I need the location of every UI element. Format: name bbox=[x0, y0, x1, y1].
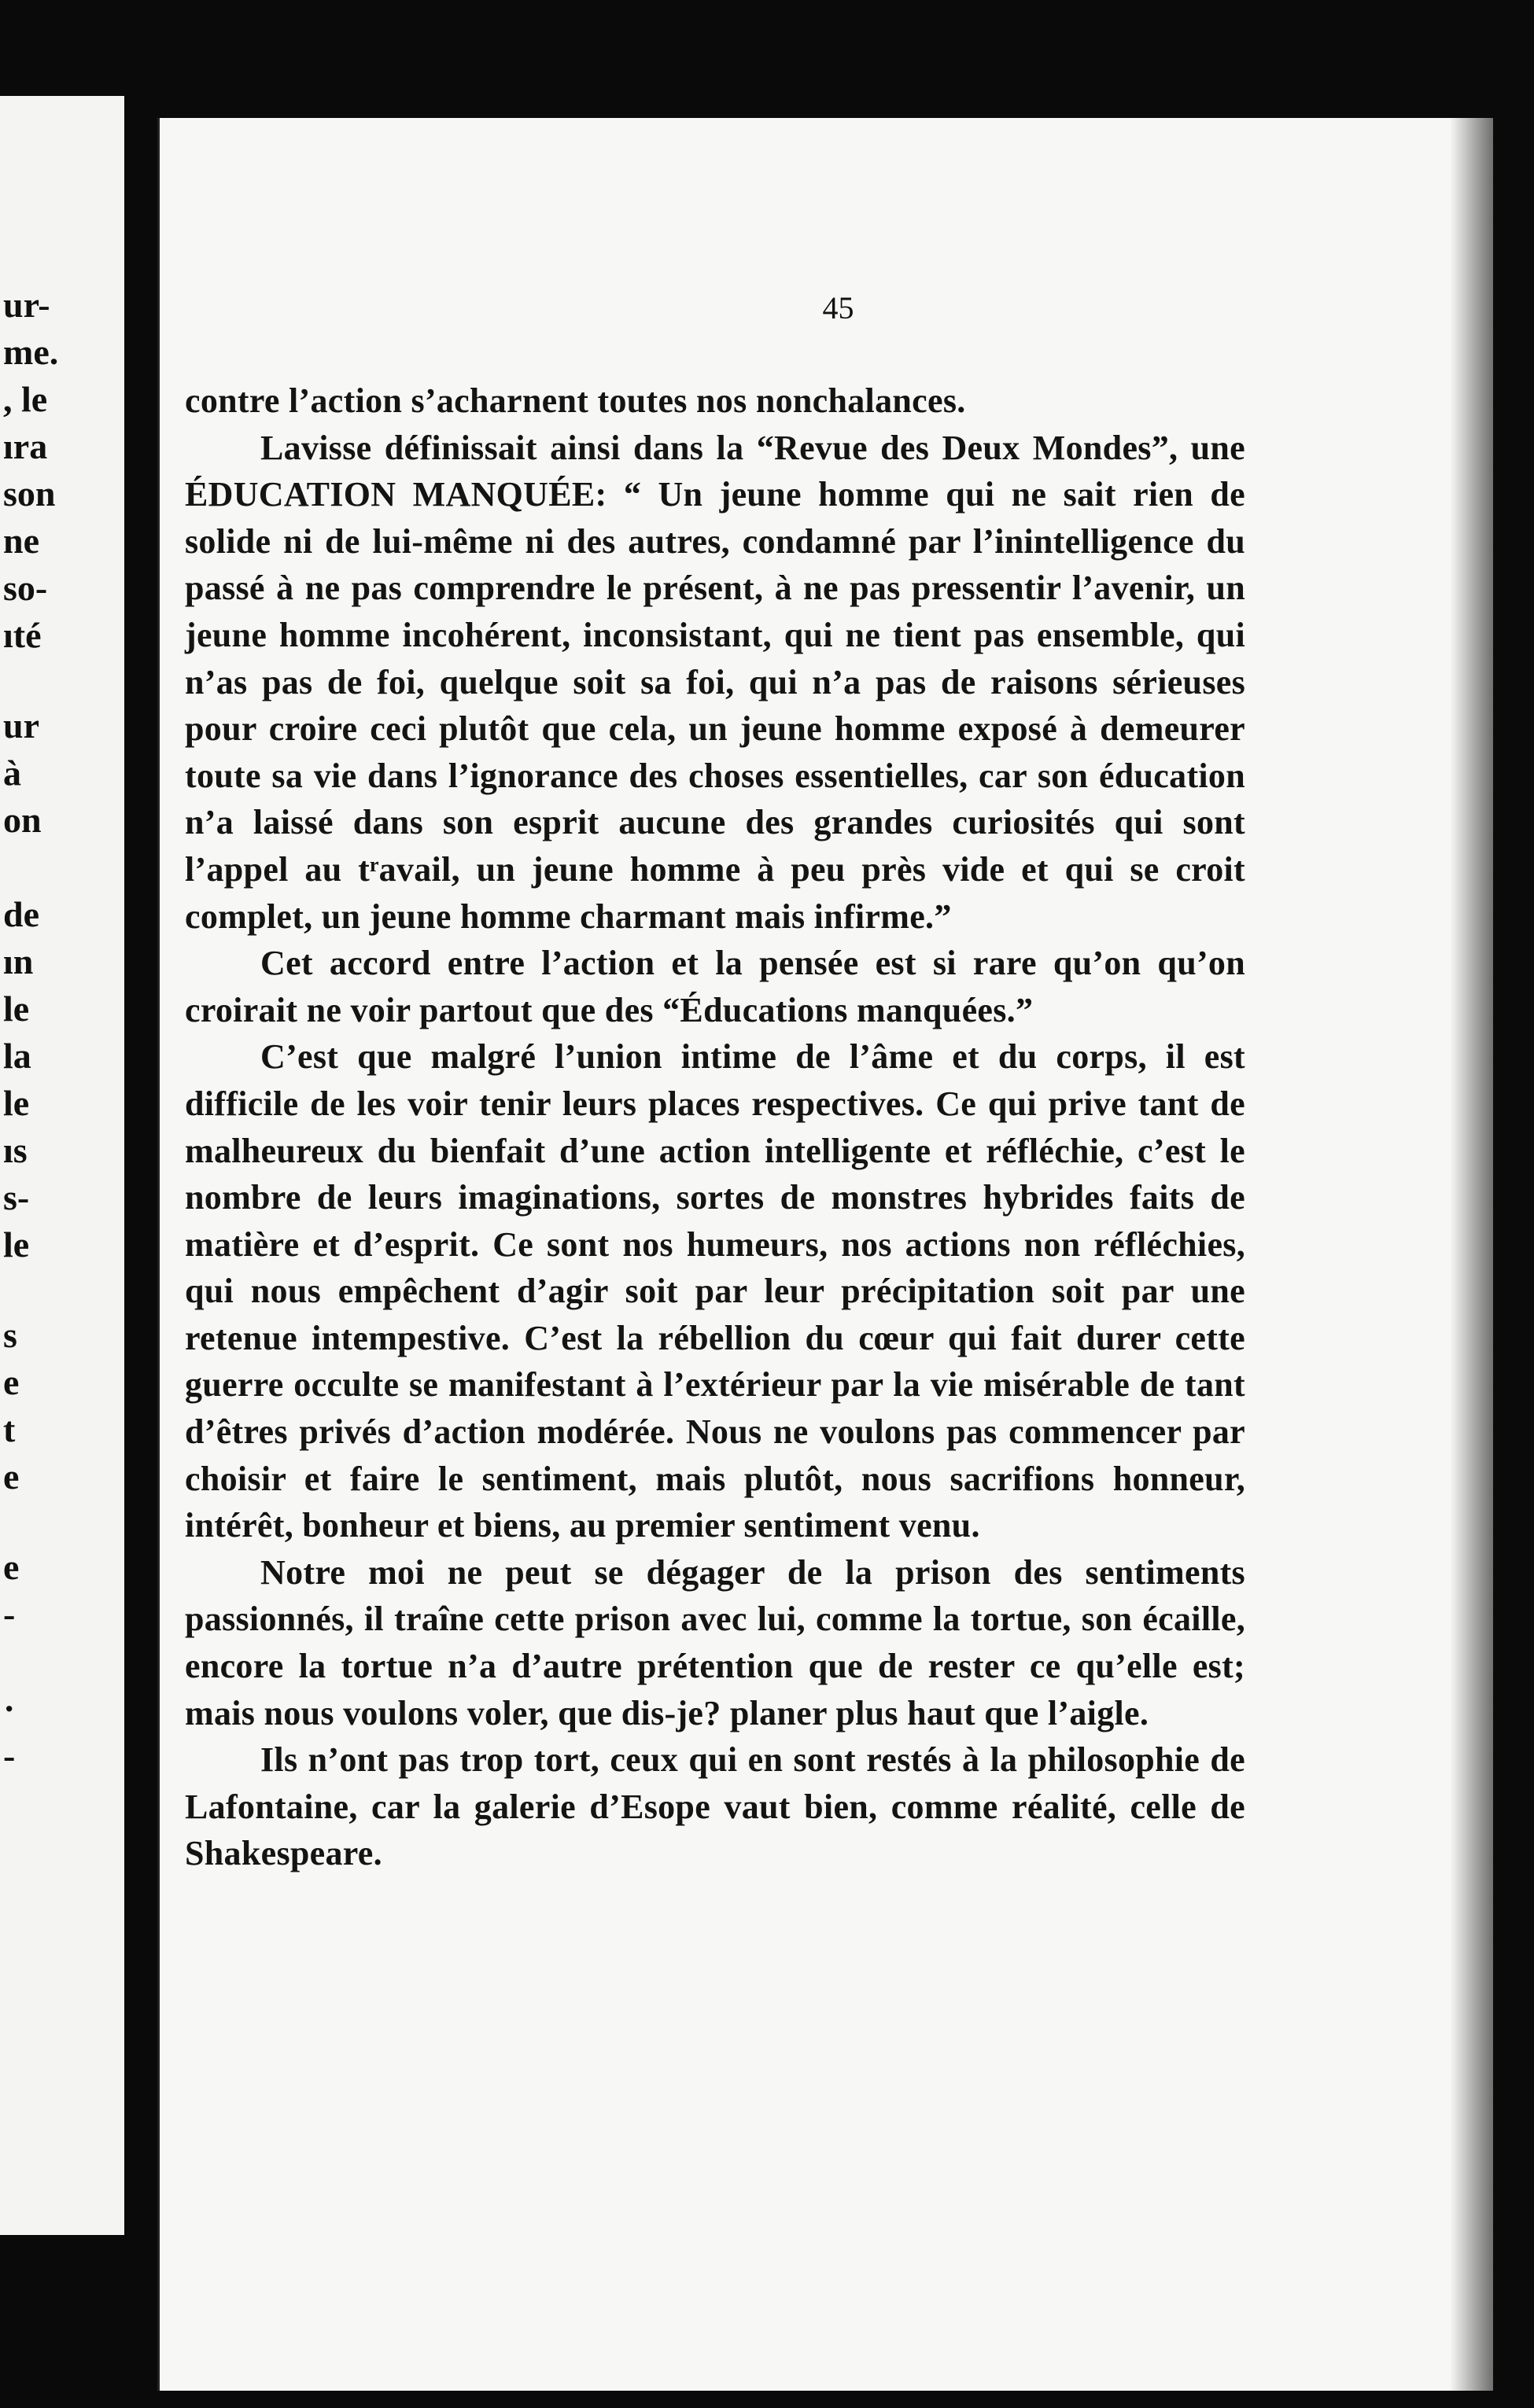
facing-page-text-fragment: à bbox=[3, 753, 21, 793]
book-page bbox=[157, 118, 1493, 2391]
paragraph: Ils n’ont pas trop tort, ceux qui en sont restés à la philosophie de Lafontaine, car la galerie d’Esope vaut bien, comme réalité, celle de Shakespeare. bbox=[185, 1740, 1245, 1873]
facing-page-text-fragment: ıs bbox=[3, 1130, 28, 1170]
facing-page-text-fragment: e bbox=[3, 1456, 20, 1497]
page-number: 45 bbox=[822, 290, 854, 326]
facing-page-text-fragment: son bbox=[3, 473, 56, 514]
facing-page-text-fragment: ne bbox=[3, 521, 39, 561]
facing-page-text-fragment: ur bbox=[3, 705, 39, 746]
page-edge-shadow bbox=[1450, 118, 1493, 2391]
facing-page-text-fragment: ıté bbox=[3, 615, 42, 655]
facing-page-text-fragment: t bbox=[3, 1409, 16, 1449]
facing-page-text-fragment: · bbox=[3, 1688, 16, 1729]
body-text bbox=[185, 377, 1245, 1877]
facing-page-text-fragment: so- bbox=[3, 568, 48, 608]
facing-page-text-fragment: le bbox=[3, 989, 30, 1029]
paragraph: contre l’action s’acharnent toutes nos nonchalances. bbox=[185, 381, 966, 420]
facing-page-text-fragment: , le bbox=[3, 379, 48, 419]
facing-page-fragment bbox=[0, 96, 124, 2235]
facing-page-text-fragment: le bbox=[3, 1224, 30, 1265]
paragraph: Notre moi ne peut se dégager de la prison des sentiments passionnés, il traîne cette prison avec lui, comme la tortue, son écaille, encore la tortue n’a d’autre prétention que de rester ce qu’elle est; mais nous voulons voler, que dis-je? planer plus haut que l’aigle. bbox=[185, 1552, 1245, 1732]
facing-page-text-fragment: e bbox=[3, 1547, 20, 1587]
facing-page-text-fragment: de bbox=[3, 894, 39, 934]
facing-page-text-fragment: me. bbox=[3, 332, 59, 372]
facing-page-text-fragment: - bbox=[3, 1736, 16, 1776]
facing-page-text-fragment: e bbox=[3, 1362, 20, 1402]
facing-page-text-fragment: ıra bbox=[3, 426, 48, 466]
facing-page-text-fragment: ın bbox=[3, 941, 34, 981]
facing-page-text-fragment: la bbox=[3, 1036, 31, 1076]
facing-page-text-fragment: s bbox=[3, 1315, 17, 1355]
paragraph: Lavisse définissait ainsi dans la “Revue des Deux Mondes”, une ÉDUCATION MANQUÉE: “ Un jeune homme qui ne sait rien de solide ni de lui-même ni des autres, condamné par l’inintelligence du passé à ne pas comprendre le présent, à ne pas pressentir l’avenir, un jeune homme incohérent, inconsistant, qui ne tient pas ensemble, qui n’as pas de foi, quelque soit sa foi, qui n’a pas de raisons sérieuses pour croire ceci plutôt que cela, un jeune homme exposé à demeurer toute sa vie dans l’ignorance des choses essentielles, car son éducation n’a laissé dans son esprit aucune des grandes curiosités qui sont l’appel au tʳavail, un jeune homme à peu près vide et qui se croit complet, un jeune homme charmant mais infirme.” bbox=[185, 428, 1245, 936]
facing-page-text-fragment: s- bbox=[3, 1177, 30, 1217]
facing-page-text-fragment: le bbox=[3, 1083, 30, 1123]
facing-page-text-fragment: on bbox=[3, 800, 42, 840]
facing-page-text-fragment: ur- bbox=[3, 285, 50, 325]
paragraph: C’est que malgré l’union intime de l’âme et du corps, il est difficile de les voir tenir leurs places respectives. Ce qui prive tant de malheureux du bienfait d’une action intelligente et réfléchie, c’est le nombre de leurs imaginations, sortes de monstres hybrides faits de matière et d’esprit. Ce sont nos humeurs, nos actions non réfléchies, qui nous empêchent d’agir soit par leur précipitation soit par une retenue intempestive. C’est la rébellion du cœur qui fait durer cette guerre occulte se manifestant à l’extérieur par la vie misérable de tant d’êtres privés d’action modérée. Nous ne voulons pas commencer par choisir et faire le sentiment, mais plutôt, nous sacrifions honneur, intérêt, bonheur et biens, au premier sentiment venu. bbox=[185, 1037, 1245, 1545]
facing-page-text-fragment: - bbox=[3, 1594, 16, 1634]
paragraph: Cet accord entre l’action et la pensée est si rare qu’on qu’on croirait ne voir partout que des “Éducations manquées.” bbox=[185, 944, 1245, 1029]
